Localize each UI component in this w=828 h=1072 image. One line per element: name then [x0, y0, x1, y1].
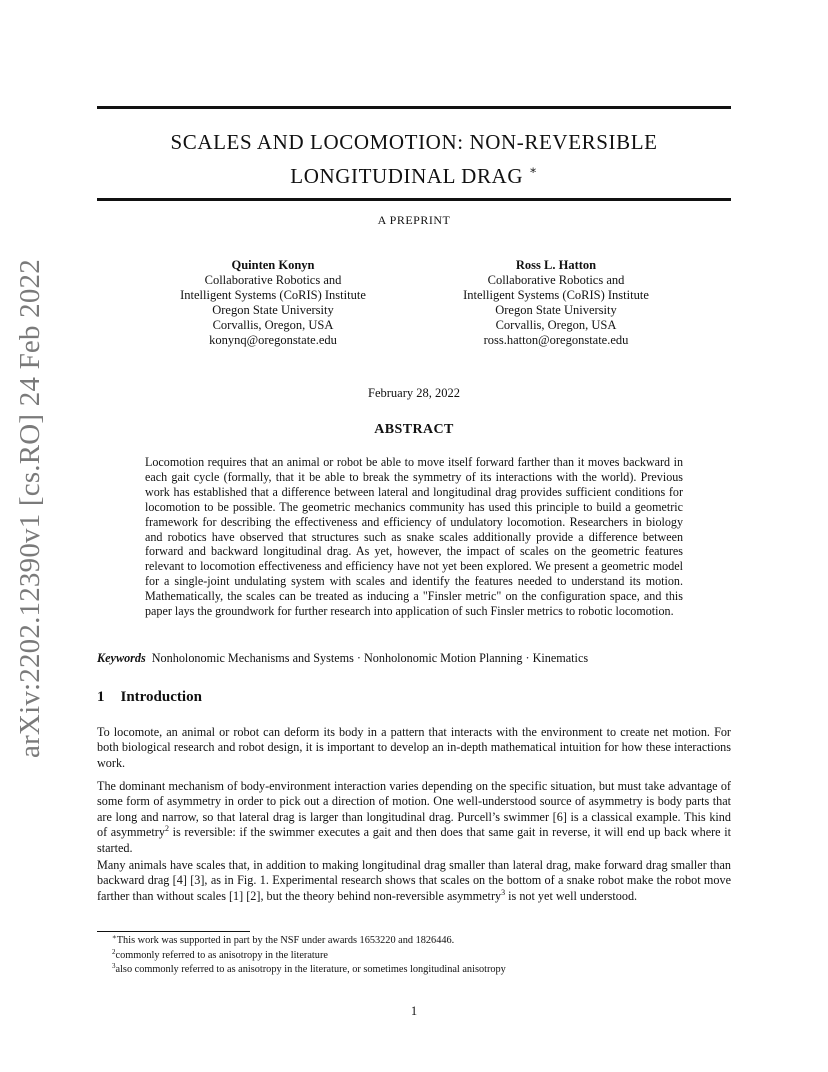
paragraph-2-text-a: The dominant mechanism of body-environment interaction varies depending on the specific situation, but must take advantage of some form of asymmetry in order to pick out a direction of motion. One well-understood source of asymmetry is body parts that are long and narrow, so that lateral drag is larger than longitudinal drag. Purcell’s swimmer [6] is a classical example. This kind of asymmetry: [97, 779, 731, 840]
author-email[interactable]: konynq@oregonstate.edu: [209, 333, 337, 347]
author-affiliation-line-1: Collaborative Robotics and: [204, 273, 342, 287]
author-affiliation-line-1: Collaborative Robotics and: [487, 273, 625, 287]
footnote-mark: 2: [112, 947, 116, 956]
author-affiliation-line-2: Intelligent Systems (CoRIS) Institute: [463, 288, 649, 302]
title-top-rule: [97, 106, 731, 109]
author-university: Oregon State University: [495, 303, 617, 317]
footnote-text: This work was supported in part by the NSF under awards 1653220 and 1826446.: [116, 935, 455, 946]
footnote-text: commonly referred to as anisotropy in the literature: [115, 949, 328, 961]
publication-date: February 28, 2022: [368, 386, 460, 400]
footnote-item: [112, 963, 731, 978]
footnote-text: also commonly referred to as anisotropy in the literature, or sometimes longitudinal anisotropy: [115, 964, 506, 975]
paragraph-3-text-a: Many animals have scales that, in addition to making longitudinal drag smaller than lateral drag, make forward drag smaller than backward drag [4] [3], as in Fig. 1. Experimental research shows that scales on the bottom of a snake robot make the robot move farther than without scales [1] [2], but the theory behind non-reversible asymmetry: [97, 858, 731, 903]
intro-paragraph-2: [97, 779, 731, 856]
section-number: 1: [97, 689, 105, 705]
title-line-2: [97, 156, 731, 190]
author-name: Quinten Konyn: [231, 258, 315, 272]
abstract-heading: ABSTRACT: [374, 422, 454, 437]
arxiv-identifier-stamp: arXiv:2202.12390v1 [cs.RO] 24 Feb 2022: [14, 259, 46, 758]
keywords-line: [97, 651, 731, 666]
title-line-1: SCALES AND LOCOMOTION: NON-REVERSIBLE: [170, 130, 658, 154]
intro-paragraph-3: [97, 858, 731, 904]
abstract-body: Locomotion requires that an animal or robot be able to move itself forward farther than it moves backward in each gait cycle (formally, that it be able to break the symmetry of its interactions with the world). Previous work has established that a difference between lateral and longitudinal drag provides sufficient conditions for locomotion to be possible. The geometric mechanics community has used this principle to build a geometric framework for describing the effectiveness and efficiency of undulatory locomotion. Researchers in biology and robotics have observed that structures such as snake scales additionally provide a difference between forward and backward longitudinal drag. As yet, however, the impact of scales on the geometric features relevant to locomotion effectiveness and efficiency have not yet been explored. We present a geometric model for a single-joint undulating system with scales and identify the features needed to understand its motion. Mathematically, the scales can be treated as inducing a "Finsler metric" on the configuration space, and this paper lays the groundwork for further research into application of such Finsler metrics to robotic locomotion.: [145, 455, 683, 619]
section-title: Introduction: [120, 689, 202, 705]
title-bottom-rule: [97, 198, 731, 201]
title-line-2-text: LONGITUDINAL DRAG: [290, 164, 524, 188]
keywords-label: Keywords: [97, 651, 146, 665]
title-footnote-mark: ∗: [528, 163, 538, 177]
section-heading: [97, 689, 202, 706]
author-block: [143, 258, 403, 348]
footnote-mark: 3: [112, 962, 116, 970]
paragraph-3-text-b: is not yet well understood.: [505, 888, 638, 903]
intro-paragraph-1: To locomote, an animal or robot can deform its body in a pattern that interacts with the environment to create net motion. For both biological research and robot design, it is important to develop an in-depth mathematical intuition for how these interactions work.: [97, 725, 731, 770]
keywords-text: Nonholonomic Mechanisms and Systems · Nonholonomic Motion Planning · Kinematics: [151, 651, 589, 665]
author-location: Corvallis, Oregon, USA: [495, 318, 617, 332]
footnote-mark: ∗: [112, 933, 117, 941]
author-university: Oregon State University: [212, 303, 334, 317]
preprint-label: A PREPRINT: [377, 213, 451, 227]
author-name: Ross L. Hatton: [515, 258, 597, 272]
page-number: 1: [410, 1004, 418, 1018]
footnote-item: [112, 934, 731, 949]
footnote-divider: [97, 931, 250, 932]
footnote-ref-3[interactable]: 3: [501, 887, 506, 897]
author-email[interactable]: ross.hatton@oregonstate.edu: [483, 333, 629, 347]
footnote-item: [112, 949, 731, 964]
author-location: Corvallis, Oregon, USA: [212, 318, 334, 332]
author-block: [426, 258, 686, 348]
paper-title: [97, 128, 731, 190]
paragraph-2-text-b: is reversible: if the swimmer executes a gait and then does that same gait in reverse, it will end up back where it started.: [97, 825, 731, 855]
author-affiliation-line-2: Intelligent Systems (CoRIS) Institute: [180, 288, 366, 302]
footnote-ref-2[interactable]: 2: [164, 824, 169, 834]
footnotes: [112, 934, 731, 978]
